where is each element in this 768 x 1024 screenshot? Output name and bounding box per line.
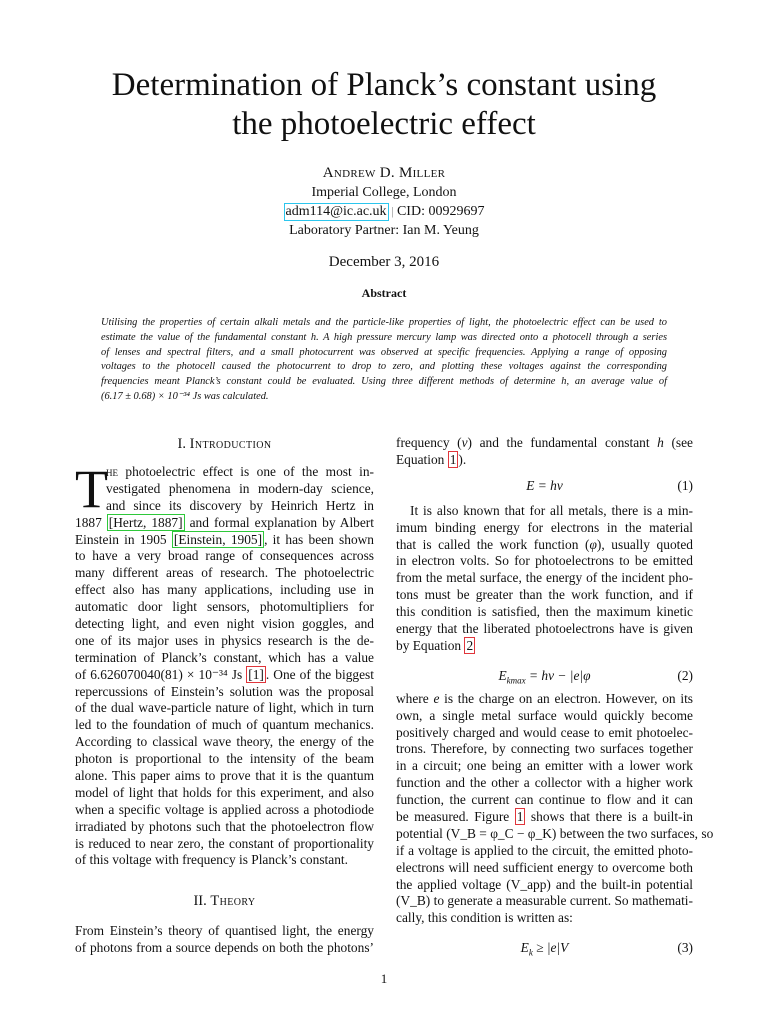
text-line: function, the current can continue to flow and it can [396,792,693,808]
text-line: energy that the liberated photoelectrons have is given [396,621,693,637]
section-title: Theory [210,893,256,910]
equation-3 [396,935,693,961]
section-heading-introduction [75,430,374,458]
author-affiliation: Imperial College, London [311,185,457,200]
abstract-heading: Abstract [361,286,407,300]
paper-title-line-1: Determination of Planck’s constant using [111,67,657,103]
author-cid: CID: 00929697 [396,204,485,219]
text-line: function and the other a collector with a higher work [396,775,693,791]
abstract-line: (6.17 ± 0.68) × 10⁻³⁴ Js was calculated. [101,390,269,402]
section-number: II. [193,893,207,910]
text-line: be measured. Figure 1 shows that there is a built-in [396,809,693,825]
text-line: According to classical wave theory, the energy of the [75,734,374,750]
text-line: repercussions of Einstein’s solution was the proposal [75,683,374,699]
abstract-line: voltages to the photocell caused the photocurrent to drop to zero, and plotting these voltages against the corresponding [101,361,667,373]
figure-1-link[interactable]: 1 [516,809,524,825]
text-line: of 6.626070040(81) × 10⁻³⁴ Js [1] . One of the biggest [75,666,374,682]
author-name: Andrew D. Miller [322,165,446,181]
paper-title-line-2: the photoelectric effect [232,106,536,142]
text-line: led to the foundation of much of quantum mechanics. [75,717,374,733]
citation-einstein-link[interactable]: [Einstein, 1905] [173,531,263,547]
intro-paragraph [75,459,375,869]
text-line: detecting light, and even night vision goggles, and [75,616,374,632]
equation-body: $E_k \ge |e|V$ [520,940,569,958]
drop-cap: T [75,459,108,519]
text-line: Einstein in 1905 [Einstein, 1905] , it has been shown [75,531,375,547]
equation-number: (2) [677,667,693,683]
text-line: electrons will need sufficient energy to overcome both [396,859,693,875]
text-line: that is called the work function (φ), usually quoted [396,536,693,552]
equation-number: (1) [677,477,693,493]
left-column [75,430,374,957]
contact-separator: | [391,204,394,218]
text-line: the applied voltage (V_app) and the built-in potential [396,876,693,892]
text-line: by Equation 2 [396,637,474,653]
text-line: positively charged and would cease to emit photoelec- [396,724,693,740]
text-line: of this voltage with frequency is Planck’s constant. [75,852,348,868]
text-line: of the dual wave-particle nature of light, which in turn [75,700,374,716]
abstract-line: Utilising the properties of certain alkali metals and the particle-like properties of light, the photoelectric effect can be used to [101,317,667,328]
text-line: alone. This paper aims to prove that it is the quantum [75,768,374,784]
page-number: 1 [380,971,388,986]
text-line: of photons from a source depends on both the photons’ [75,940,374,956]
abstract-line: frequencies meant Planck’s constant could be evaluated. Using three different methods of determine h, an average value of [101,376,667,388]
equation-2-link[interactable]: 2 [466,637,474,653]
reference-1-link[interactable]: [1] [248,666,264,682]
equation-2 [396,663,693,689]
equation-body: E = hν [526,477,563,493]
text-line: where e is the charge on an electron. However, on its [396,690,693,706]
equation-number: (3) [677,940,693,956]
text-line: potential (V_B = φ_C − φ_K) between the two surfaces, so [396,825,714,841]
text-line: from the metal surface, the energy of the incident pho- [396,570,693,586]
text-line: own, a single metal surface would quickly become [396,707,693,723]
text-line: It is also known that for all metals, there is a min- [410,502,693,518]
section-number: I. [177,436,186,452]
text-line: (V_B) to generate a measurable current. So mathemati- [396,893,693,909]
text-line: many different areas of research. The photoelectric [75,565,374,581]
text-line: is reduced to near zero, the constant of proportionality [75,835,374,851]
text-line: photon is proportional to the intensity of the beam [75,751,374,767]
text-line: automatic door light sensors, photomultipliers for [75,599,374,615]
text-line: 1887 [Hertz, 1887] and formal explanation by Albert [75,514,374,530]
text-line: one of its major uses in physics research is the de- [75,632,374,648]
section-heading-theory [75,887,374,915]
paper-title [40,66,728,144]
text-line: in a circuit; one being an emitter with a lower work [396,758,693,774]
text-line: tons must be greater than the work function, and if [396,587,693,603]
text-line: if a voltage is applied to the circuit, the emitted photo- [396,842,693,858]
citation-hertz-link[interactable]: [Hertz, 1887] [108,514,183,530]
right-column [396,430,714,961]
text-line: termination of Planck’s constant, which has a value [75,649,374,665]
text-line: effect also has many applications, including use in [75,582,374,598]
text-line: Equation 1 ). [396,451,467,467]
abstract-line: estimate the value of the fundamental constant h. A high pressure mercury lamp was directed onto a photocell through a series [101,331,667,343]
text-line: irradiated by photons such that the photoelectron flow [75,818,374,834]
lab-partner: Laboratory Partner: Ian M. Yeung [289,223,479,238]
text-line: cally, this condition is written as: [396,910,573,926]
text-line: in electron volts. So for photoelectrons to be emitted [396,553,693,569]
text-line: when a specific voltage is applied across a photodiode [75,801,374,817]
abstract-line: of lenses and spectral filters, and a small photocurrent was observed at specific frequencies. Applying a range of opposing [101,346,667,358]
text-line: this condition is satisfied, then the maximum kinetic [396,604,693,620]
text-line: vestigated phenomena in modern-day science, [106,480,374,496]
text-line: frequency (ν) and the fundamental constant h (see [396,435,693,450]
equation-1-link[interactable]: 1 [449,451,457,467]
text-line: imum binding energy for electrons in the material [396,519,693,535]
paper-date: December 3, 2016 [328,254,440,270]
text-line: and since its discovery by Heinrich Hertz in [106,497,374,513]
text-line: he photoelectric effect is one of the most in- [106,464,374,479]
text-line: to have a very broad range of consequences across [75,548,374,564]
author-email-link[interactable]: adm114@ic.ac.uk [285,204,387,219]
text-line: From Einstein’s theory of quantised light, the energy [75,923,374,939]
author-contact [60,202,708,221]
abstract-body [101,316,667,405]
section-title: Introduction [189,436,272,452]
text-line: trons. Therefore, by connecting two surfaces together [396,741,693,757]
equation-1 [396,473,693,499]
equation-body: $E_{kmax} = h\nu - |e|\varphi$ [498,667,591,686]
text-line: model of light that holds for this experiment, and also [75,784,374,800]
